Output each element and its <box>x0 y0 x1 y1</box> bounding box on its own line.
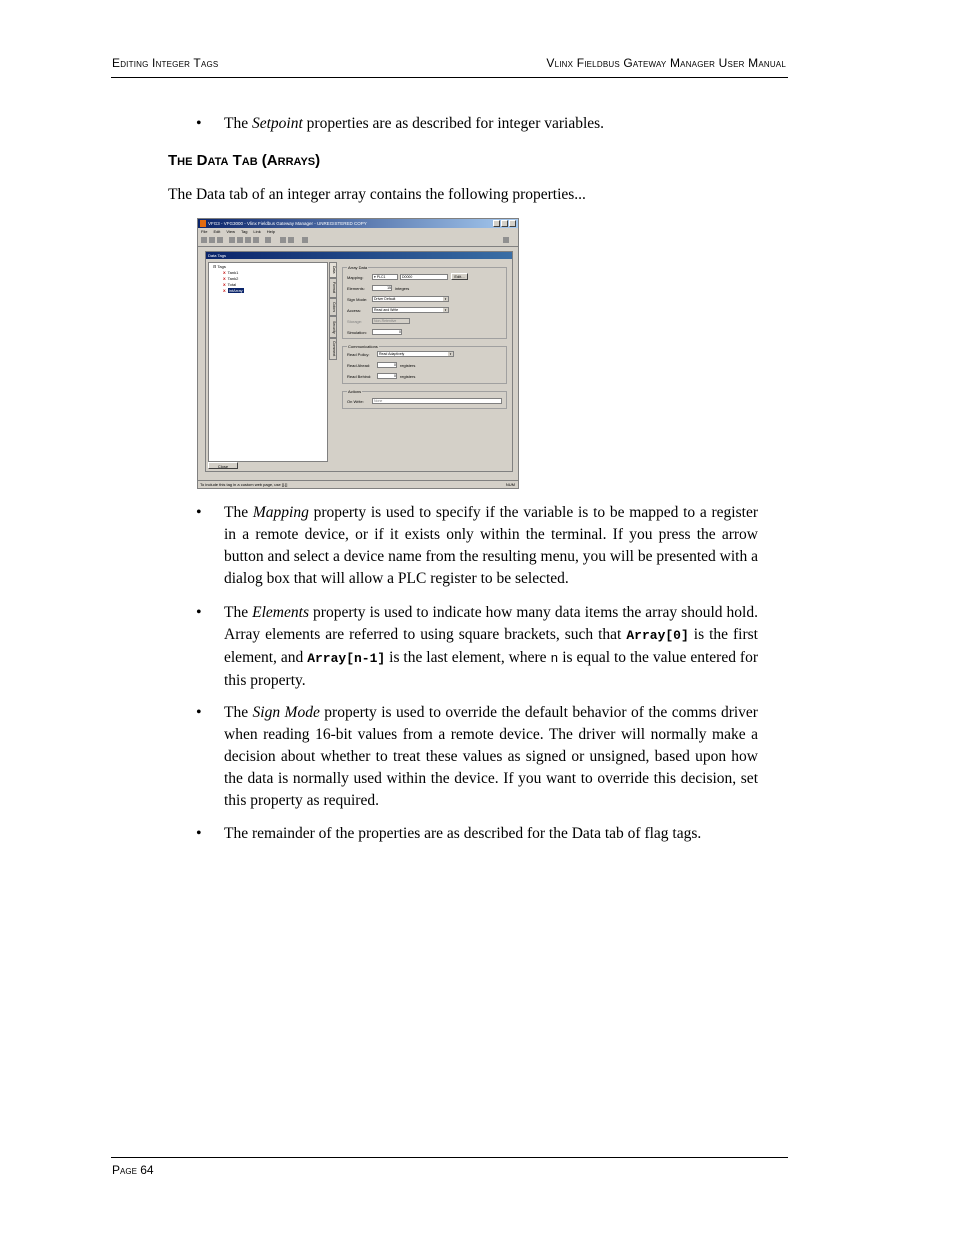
bullet-remainder: The remainder of the properties are as described for the Data tab of flag tags. <box>224 825 702 842</box>
storage-label: Storage: <box>347 319 363 324</box>
mapping-device-select[interactable]: ▾ PLC1 <box>372 274 398 280</box>
dropdown-arrow-icon: ▾ <box>449 352 452 356</box>
bullet-elements: The Elements property is used to indicate how many data items the array should hold. Array elements are referred to using square brackets, such that Array[0] is the first element, and Array[n-1] is the last element, where n is equal to the value entered for this property. <box>224 604 758 689</box>
app-screenshot <box>197 218 519 489</box>
close-icon[interactable] <box>509 220 516 227</box>
status-text: To include this tag in a custom web page, use [[.]] <box>200 482 288 487</box>
open-icon[interactable] <box>209 237 215 243</box>
menu-link[interactable]: Link <box>253 229 261 234</box>
integer-tag-icon: X <box>223 282 226 287</box>
sign-mode-select[interactable]: Driver Default ▾ <box>372 296 449 302</box>
integer-tag-icon: X <box>223 288 226 293</box>
window-controls <box>493 220 516 227</box>
tree-item[interactable]: X Total <box>223 282 237 287</box>
menu-file[interactable]: File <box>201 229 208 234</box>
storage-select: Non-Retentive <box>372 318 410 324</box>
menu-edit[interactable]: Edit <box>213 229 221 234</box>
tab-format[interactable]: Format <box>329 278 337 298</box>
tab-security[interactable]: Security <box>329 316 337 338</box>
tab-data[interactable]: Data <box>329 262 337 278</box>
tree-item-selected[interactable]: X IntArray <box>223 288 243 293</box>
on-write-field[interactable]: None <box>372 398 502 404</box>
lightning-icon[interactable] <box>302 237 308 243</box>
access-label: Access: <box>347 308 362 313</box>
toolbar <box>198 235 518 247</box>
elements-input[interactable]: 15 <box>372 285 392 291</box>
bullet-marker: • <box>196 115 202 132</box>
read-ahead-input[interactable]: 0 <box>377 362 397 368</box>
read-ahead-label: Read Ahead: <box>347 363 371 368</box>
integer-tag-icon: X <box>223 270 226 275</box>
paste-icon[interactable] <box>245 237 251 243</box>
bullet-setpoint: The Setpoint properties are as described for integer variables. <box>224 115 605 132</box>
num-lock-indicator: NUM <box>505 482 515 487</box>
maximize-icon[interactable] <box>501 220 508 227</box>
help-icon[interactable] <box>503 237 509 243</box>
intro-paragraph: The Data tab of an integer array contains the following properties... <box>168 186 586 203</box>
array-data-group <box>342 267 507 339</box>
bullet-marker: • <box>196 504 202 521</box>
down-arrow-icon[interactable] <box>288 237 294 243</box>
elements-label: Elements: <box>347 286 365 291</box>
window-titlebar <box>198 219 518 228</box>
menu-tag[interactable]: Tag <box>240 229 248 234</box>
app-icon <box>200 220 206 227</box>
tag-tree <box>208 262 328 462</box>
simulation-input[interactable]: 0 <box>372 329 402 335</box>
delete-icon[interactable] <box>253 237 259 243</box>
properties-pane <box>339 262 510 468</box>
bullet-marker: • <box>196 704 202 721</box>
save-icon[interactable] <box>217 237 223 243</box>
copy-icon[interactable] <box>237 237 243 243</box>
read-ahead-unit: registers <box>400 363 416 368</box>
read-policy-select[interactable]: Read Adaptively ▾ <box>377 351 454 357</box>
read-behind-label: Read Behind: <box>347 374 372 379</box>
communications-group <box>342 346 507 384</box>
bullet-marker: • <box>196 604 202 621</box>
tab-colors[interactable]: Colors <box>329 298 337 316</box>
property-tabs <box>329 262 337 460</box>
panel-title: Data Tags <box>206 252 512 259</box>
running-header-left: Editing Integer Tags <box>112 56 219 70</box>
status-bar <box>198 480 518 488</box>
bullet-mapping: The Mapping property is used to specify if the variable is to be mapped to a register in a remote device, or if it exists only within the terminal. If you press the arrow button and select a device name from the resulting menu, you will be presented with a dialog box that will allow a PLC register to be selected. <box>224 504 758 587</box>
group-title: Communications <box>348 344 378 349</box>
up-arrow-icon[interactable] <box>280 237 286 243</box>
tree-root[interactable]: ⊟ Tags <box>213 264 226 269</box>
bullet-marker: • <box>196 825 202 842</box>
code-n: n <box>550 651 559 666</box>
dropdown-arrow-icon: ▾ <box>444 308 447 312</box>
window-title: VFG3 - VFG3000 - Vlinx Fieldbus Gateway Manager - UNREGISTERED COPY <box>208 221 367 226</box>
actions-group <box>342 391 507 409</box>
minimize-icon[interactable] <box>493 220 500 227</box>
bullet-sign-mode: The Sign Mode property is used to override the default behavior of the comms driver when reading 16-bit values from a remote device. The driver will normally make a decision about whether to treat these values as signed or unsigned, based upon how the data is normally used within the device. If you want to override this decision, set this property as required. <box>224 704 758 809</box>
section-title: The Data Tab (Arrays) <box>168 152 321 169</box>
read-policy-label: Read Policy: <box>347 352 370 357</box>
menu-help[interactable]: Help <box>266 229 275 234</box>
header-rule <box>111 77 788 78</box>
menu-view[interactable]: View <box>226 229 235 234</box>
code-array-last: Array[n-1] <box>307 651 386 666</box>
read-behind-input[interactable]: 0 <box>377 373 397 379</box>
tree-item[interactable]: X Tank2 <box>223 276 239 281</box>
dropdown-arrow-icon: ▾ <box>444 297 447 301</box>
close-button[interactable]: Close <box>208 462 238 469</box>
page-number: Page 64 <box>112 1163 154 1177</box>
elements-unit: integers <box>395 286 410 291</box>
read-behind-unit: registers <box>400 374 416 379</box>
undo-icon[interactable] <box>265 237 271 243</box>
group-title: Actions <box>348 389 362 394</box>
access-select[interactable]: Read and Write ▾ <box>372 307 449 313</box>
mapping-register-field: D0000 <box>400 274 448 280</box>
tree-item[interactable]: X Tank1 <box>223 270 239 275</box>
menu-bar <box>198 228 518 235</box>
edit-mapping-button[interactable]: Edit... <box>451 273 468 280</box>
sign-mode-label: Sign Mode: <box>347 297 368 302</box>
group-title: Array Data <box>348 265 368 270</box>
data-tags-panel <box>205 251 513 472</box>
new-icon[interactable] <box>201 237 207 243</box>
tab-comment[interactable]: Comment <box>329 338 337 360</box>
integer-tag-icon: X <box>223 276 226 281</box>
mapping-label: Mapping: <box>347 275 364 280</box>
on-write-label: On Write: <box>347 399 364 404</box>
cut-icon[interactable] <box>229 237 235 243</box>
running-header-right: Vlinx Fieldbus Gateway Manager User Manual <box>546 56 786 70</box>
simulation-label: Simulation: <box>347 330 367 335</box>
footer-rule <box>111 1157 788 1158</box>
code-array-first: Array[0] <box>626 628 689 643</box>
